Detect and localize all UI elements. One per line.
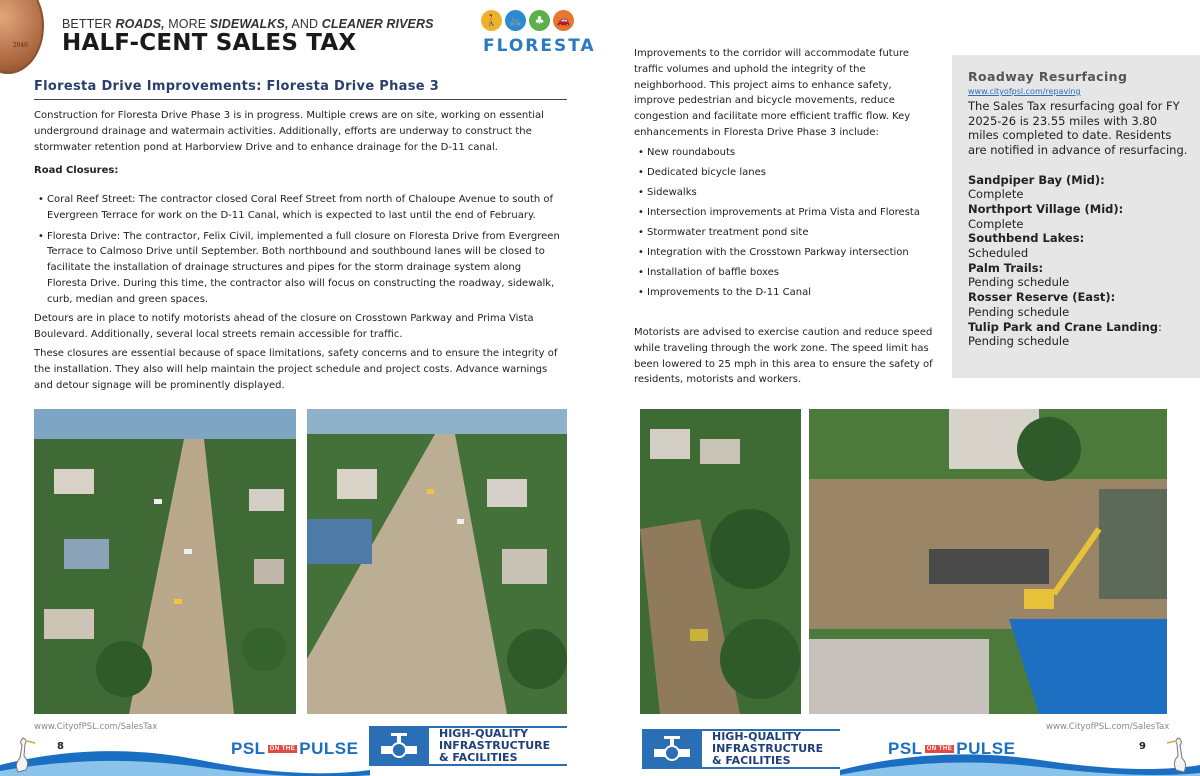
page-number-left: 8: [57, 741, 64, 752]
sidebar-body: The Sales Tax resurfacing goal for FY 2025-26 is 23.55 miles with 3.80 miles completed to date. Residents are notified in advance of resurfacing. Sandpiper Bay (Mid): Complete Northport Village (Mid): Complete Southbend Lakes: Scheduled Palm Trails: Pending schedule Rosser Reserve (East): Pending schedule Tulip Park and Crane Landing: Pending schedule: [968, 99, 1188, 349]
area-name: Sandpiper Bay (Mid):: [968, 172, 1105, 187]
floresta-logo-text: FLORESTA: [483, 36, 596, 56]
aerial-photo-1: [34, 409, 296, 714]
list-item: • Dedicated bicycle lanes: [634, 165, 934, 181]
footer-url-left[interactable]: www.CityofPSL.com/SalesTax: [34, 722, 158, 732]
floresta-logo: [481, 10, 596, 60]
area-name: Tulip Park and Crane Landing: [968, 319, 1159, 334]
section-title: Floresta Drive Improvements: Floresta Drive Phase 3: [34, 79, 567, 100]
penny-coin-image: [0, 0, 44, 74]
header-tagline: BETTER ROADS, MORE SIDEWALKS, AND CLEANER RIVERS: [62, 17, 434, 31]
area-name: Northport Village (Mid):: [968, 201, 1124, 216]
valve-icon: [369, 726, 429, 766]
tree-icon: ♣: [529, 10, 550, 31]
area-name: Rosser Reserve (East):: [968, 290, 1116, 305]
area-status: Complete: [968, 187, 1024, 202]
list-item: • New roundabouts: [634, 145, 934, 161]
enhancements-list: [634, 145, 934, 305]
psl-pulse-logo: PSL ON THE PULSE: [888, 738, 1016, 758]
bicycle-icon: 🚲: [505, 10, 526, 31]
car-icon: 🚗: [553, 10, 574, 31]
area-name: Palm Trails:: [968, 260, 1044, 275]
area-status: Pending schedule: [968, 304, 1070, 319]
infrastructure-badge-left: HIGH-QUALITY INFRASTRUCTURE & FACILITIES: [369, 726, 567, 766]
sidebar-text: The Sales Tax resurfacing goal for FY 2025-26 is 23.55 miles with 3.80 miles completed to date. Residents are notified in advance of resurfacing.: [968, 99, 1188, 158]
area-status: Pending schedule: [968, 334, 1070, 349]
area-status: Scheduled: [968, 246, 1029, 261]
list-item: • Improvements to the D-11 Canal: [634, 285, 934, 301]
aerial-photo-4: [809, 409, 1167, 714]
pedestrian-icon: 🚶: [481, 10, 502, 31]
page-title: HALF-CENT SALES TAX: [62, 30, 357, 56]
area-status: Complete: [968, 216, 1024, 231]
footer-url-right[interactable]: www.CityofPSL.com/SalesTax: [1046, 722, 1170, 732]
list-item: • Floresta Drive: The contractor, Felix Civil, implemented a full closure on Floresta Drive from Evergreen Terrace to Calmoso Drive until September. Both northbound and southbound lanes will be closed to facilitate the installation of drainage structures and pipes for the storm drainage system along Floresta Drive. During this time, the contractor also will focus on constructing the roadway, sidewalk, curb, median and green spaces.: [34, 229, 564, 308]
sidebar-title: Roadway Resurfacing: [968, 69, 1128, 84]
motorists-paragraph: Motorists are advised to exercise caution and reduce speed while traveling through the work zone. The speed limit has been lowered to 25 mph in this area to ensure the safety of residents, motorists and workers.: [634, 327, 933, 386]
psl-pulse-logo: PSL ON THE PULSE: [231, 738, 359, 758]
heron-icon: [10, 736, 36, 774]
list-item: • Stormwater treatment pond site: [634, 225, 934, 241]
infrastructure-badge-right: HIGH-QUALITY INFRASTRUCTURE & FACILITIES: [642, 729, 840, 769]
closures-essential-paragraph: These closures are essential because of space limitations, safety concerns and to ensure the integrity of the installation. They also will help maintain the project schedule and project costs. Advance warnings and detour signage will be prominently displayed.: [34, 348, 558, 391]
valve-icon: [642, 729, 702, 769]
area-status: Pending schedule: [968, 275, 1070, 290]
road-closures-heading: Road Closures:: [34, 165, 119, 176]
list-item: • Integration with the Crosstown Parkway intersection: [634, 245, 934, 261]
list-item: • Coral Reef Street: The contractor closed Coral Reef Street from north of Chaloupe Avenue to south of Evergreen Terrace for work on the D-11 Canal, which is expected to last until the end of February.: [34, 192, 564, 224]
coin-year: 2046: [12, 42, 28, 49]
aerial-photo-2: [307, 409, 567, 714]
list-item: • Intersection improvements at Prima Vista and Floresta: [634, 205, 934, 221]
heron-icon: [1166, 736, 1192, 774]
corridor-paragraph: Improvements to the corridor will accommodate future traffic volumes and uphold the integrity of the neighborhood. This project aims to enhance safety, improve pedestrian and bicycle movements, reduce congestion and facilitate more efficient traffic flow. Key enhancements in Floresta Drive Phase 3 include:: [634, 48, 911, 138]
aerial-photo-3: [640, 409, 801, 714]
intro-paragraph: Construction for Floresta Drive Phase 3 is in progress. Multiple crews are on site, working on essential underground drainage and watermain activities. Additionally, efforts are underway to construct the stormwater retention pond at Harborview Drive and to enhance drainage for the D-11 canal.: [34, 110, 544, 153]
list-item: • Installation of baffle boxes: [634, 265, 934, 281]
closures-list: [34, 192, 564, 313]
detours-paragraph: Detours are in place to notify motorists ahead of the closure on Crosstown Parkway and Prima Vista Boulevard. Additionally, several local streets remain accessible for traffic.: [34, 313, 534, 340]
page-number-right: 9: [1139, 741, 1146, 752]
repaving-link[interactable]: www.cityofpsl.com/repaving: [968, 87, 1081, 96]
list-item: • Sidewalks: [634, 185, 934, 201]
area-name: Southbend Lakes:: [968, 231, 1085, 246]
